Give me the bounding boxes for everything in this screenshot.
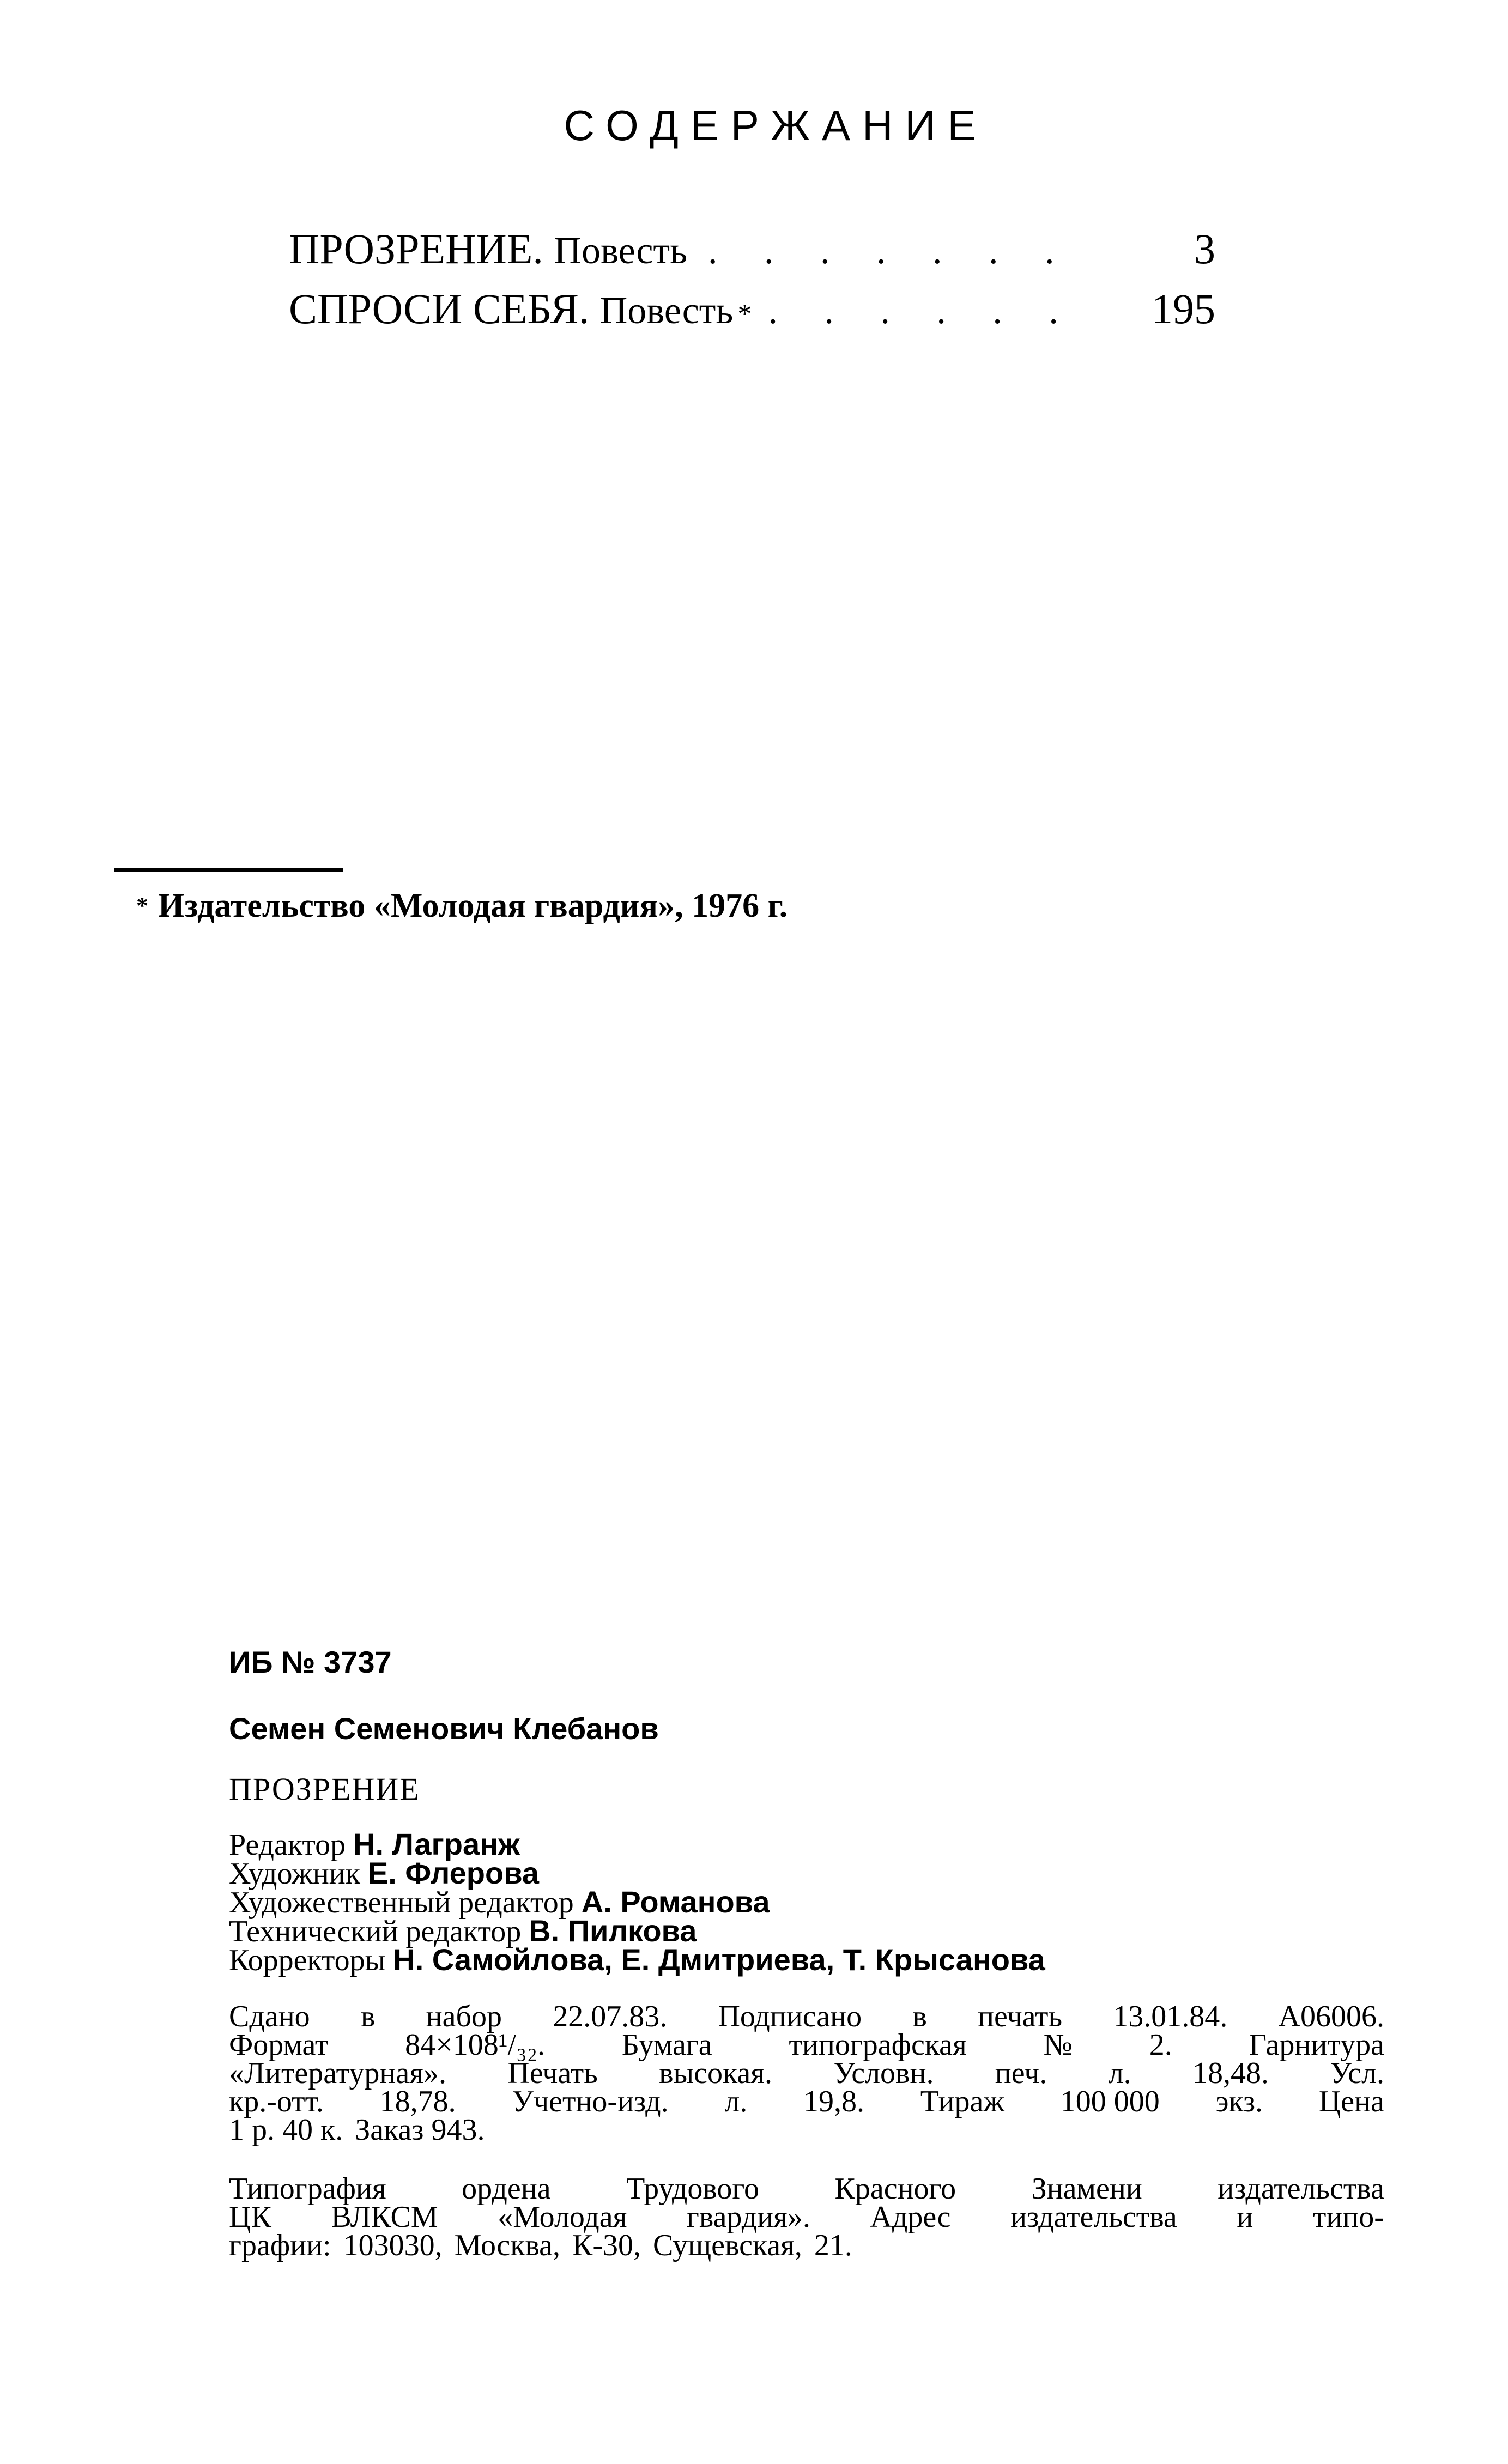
- imprint-word: высокая.: [659, 2056, 773, 2090]
- imprint-word: 13.01.84.: [1113, 2000, 1228, 2033]
- imprint-word: печать: [978, 2000, 1063, 2033]
- toc-page-number: 195: [1152, 285, 1215, 332]
- imprint-line: [229, 2231, 1384, 2260]
- toc-page-number: 3: [1194, 225, 1215, 273]
- credit-line: Художник Е. Флерова: [229, 1856, 540, 1891]
- printer-info: [229, 2172, 1384, 2262]
- imprint-line: [229, 2200, 1384, 2234]
- imprint-word: Цена: [1318, 2085, 1384, 2118]
- credit-line: Технический редактор В. Пилкова: [229, 1914, 697, 1948]
- credit-line: Корректоры Н. Самойлова, Е. Дмитриева, Т. Крысанова: [229, 1942, 1045, 1977]
- imprint-word: Москва,: [454, 2229, 561, 2262]
- footnote-rule: [114, 868, 343, 872]
- toc-entry[interactable]: [289, 279, 1215, 339]
- imprint-word: кр.-отт.: [229, 2085, 324, 2118]
- imprint-word: 21.: [814, 2229, 852, 2262]
- imprint-word: печ.: [995, 2056, 1047, 2090]
- imprint-word: в: [912, 2000, 927, 2033]
- imprint-word: типо-: [1312, 2200, 1384, 2234]
- credit-line: Художественный редактор А. Романова: [229, 1885, 770, 1920]
- credits-list: [229, 1827, 1384, 1977]
- imprint-word: набор: [426, 2000, 502, 2033]
- imprint-word: 18,48.: [1192, 2056, 1269, 2090]
- imprint-line: [229, 2028, 1384, 2062]
- toc-entry-title: СПРОСИ СЕБЯ. Повесть: [289, 285, 734, 332]
- imprint-word: «Молодая: [498, 2200, 627, 2234]
- imprint-word: Сущевская,: [653, 2229, 802, 2262]
- imprint-word: 2.: [1149, 2028, 1172, 2062]
- imprint-word: ВЛКСМ: [331, 2200, 438, 2234]
- imprint-word: Сдано: [229, 2000, 310, 2033]
- toc-dot-leader: . . . . . . .: [708, 230, 1073, 272]
- imprint-word: 103030,: [343, 2229, 443, 2262]
- imprint-line: [229, 2002, 1384, 2031]
- toc-dot-leader: . . . . . .: [768, 290, 1077, 332]
- imprint-word: Учетно-изд.: [512, 2085, 669, 2118]
- imprint-line: [229, 2113, 1384, 2147]
- imprint-word: Типография: [229, 2172, 386, 2206]
- imprint-word: Условн.: [833, 2056, 934, 2090]
- imprint-word: Заказ 943.: [355, 2113, 485, 2147]
- imprint-word: «Литературная».: [229, 2056, 446, 2090]
- imprint-word: графии:: [229, 2229, 331, 2262]
- imprint-word: 22.07.83.: [553, 2000, 668, 2033]
- imprint-word: 84×108¹/₃₂.: [405, 2028, 546, 2062]
- imprint-word: в: [360, 2000, 376, 2033]
- footnote-text: Издательство «Молодая гвардия», 1976 г.: [158, 887, 788, 924]
- imprint-word: 18,78.: [379, 2085, 456, 2118]
- imprint-word: ордена: [462, 2172, 551, 2206]
- imprint-word: издательства: [1218, 2172, 1384, 2206]
- imprint-word: Печать: [507, 2056, 598, 2090]
- imprint-word: Тираж: [920, 2085, 1005, 2118]
- footnote-marker: *: [737, 299, 752, 330]
- imprint-word: Формат: [229, 2028, 329, 2062]
- imprint-word: Трудового: [626, 2172, 759, 2206]
- imprint-word: Подписано: [718, 2000, 862, 2033]
- toc-entry[interactable]: [289, 219, 1215, 279]
- imprint-word: типографская: [789, 2028, 967, 2062]
- book-title: ПРОЗРЕНИЕ: [229, 1771, 420, 1807]
- imprint-word: и: [1237, 2200, 1253, 2234]
- contents-heading: СОДЕРЖАНИЕ: [564, 101, 988, 149]
- imprint-line: [229, 2056, 1384, 2090]
- imprint-word: Усл.: [1330, 2056, 1384, 2090]
- imprint-word: А06006.: [1278, 2000, 1384, 2033]
- footnote: [136, 884, 788, 928]
- imprint-line: [229, 2087, 1384, 2116]
- imprint-word: экз.: [1215, 2085, 1263, 2118]
- imprint-word: Знамени: [1031, 2172, 1142, 2206]
- imprint-word: л.: [724, 2085, 748, 2118]
- credit-line: Редактор Н. Лагранж: [229, 1827, 520, 1862]
- ib-number: ИБ № 3737: [229, 1645, 392, 1679]
- imprint-word: Гарнитура: [1249, 2028, 1384, 2062]
- imprint-word: Красного: [834, 2172, 956, 2206]
- footnote-marker: *: [136, 892, 148, 919]
- imprint-word: ЦК: [229, 2200, 271, 2234]
- imprint-word: К-30,: [572, 2229, 641, 2262]
- imprint-word: 100 000: [1060, 2085, 1160, 2118]
- imprint-word: Адрес: [870, 2200, 951, 2234]
- imprint-word: Бумага: [621, 2028, 712, 2062]
- imprint-word: 19,8.: [803, 2085, 865, 2118]
- print-details: [229, 2000, 1384, 2147]
- imprint-word: л.: [1108, 2056, 1131, 2090]
- imprint-word: издательства: [1010, 2200, 1177, 2234]
- imprint-word: 1 р. 40 к.: [229, 2113, 343, 2147]
- author-name: Семен Семенович Клебанов: [229, 1711, 659, 1746]
- imprint-word: гвардия».: [686, 2200, 810, 2234]
- toc-entry-title: ПРОЗРЕНИЕ. Повесть: [289, 225, 687, 273]
- imprint-line: [229, 2172, 1384, 2206]
- imprint-word: №: [1043, 2028, 1073, 2062]
